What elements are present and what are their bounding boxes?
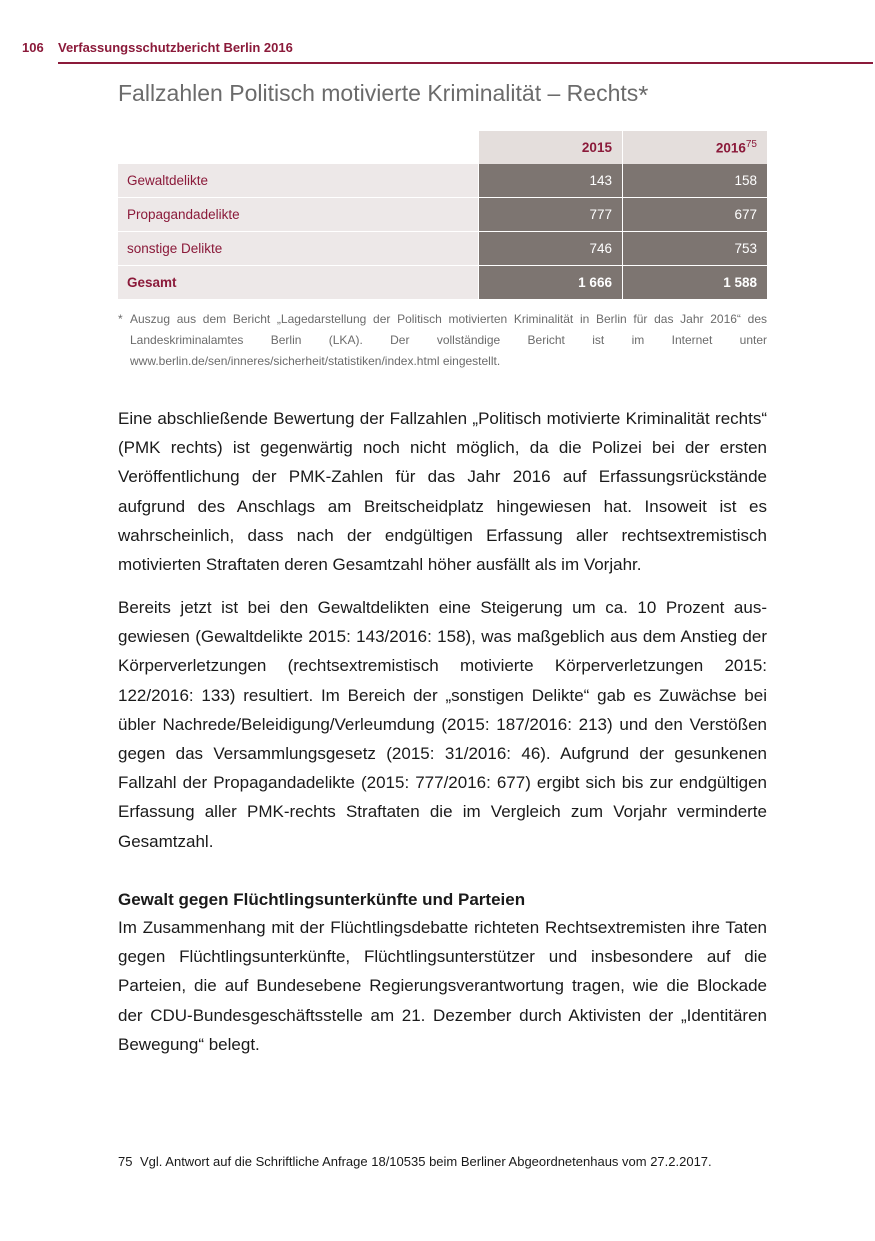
table-header-empty [118, 131, 478, 164]
table-header-row [118, 131, 767, 164]
cell-2016: 677 [622, 198, 767, 232]
column-header-2015-text: 2015 [581, 140, 612, 155]
total-2016: 1 588 [622, 266, 767, 300]
footnote-ref-75: 75 [745, 139, 757, 151]
footnote-text: Vgl. Antwort auf die Schriftliche Anfrage 18/10535 beim Berliner Abgeordnetenhaus vom 27.2.2017. [140, 1154, 712, 1169]
table-note-mark: * [118, 312, 123, 326]
row-label: sonstige Delikte [118, 232, 478, 266]
table-title-mark: * [638, 80, 649, 110]
running-title: Verfassungsschutzbericht Berlin 2016 [58, 40, 293, 55]
running-head [22, 40, 872, 55]
table-note [118, 309, 767, 372]
footnote [118, 1153, 818, 1171]
row-label: Propagandadelikte [118, 198, 478, 232]
row-label: Gewaltdelikte [118, 164, 478, 198]
body-paragraph-2: Bereits jetzt ist bei den Gewaltdelikten eine Steigerung um ca. 10 Prozent ausgewiesen (Gewaltdelikte 2015: 143/2016: 158), was maßgeblich aus dem Anstieg der Körperverletzungen (rechtsextremistisch motivierte Körperverletzungen 2015: 122/2016: 133) resultiert. Im Bereich der „sonstigen Delikte“ gab es Zuwächse bei übler Nachrede/Beleidigung/Verleumdung (2015: 187/2016: 213) und den Verstößen gegen das Versammlungsgesetz (2015: 31/2016: 46). Aufgrund der gesunkenen Fallzahl der Propagandadelikte (2015: 777/2016: 677) ergibt sich bis zur endgültigen Erfassung aller PMK-rechts Straftaten die im Vergleich zum Vorjahr verminderte Gesamtzahl. [118, 598, 767, 851]
column-header-2016 [622, 131, 767, 164]
table-row [118, 164, 767, 198]
table-title-text: Fallzahlen Politisch motivierte Kriminalität – Rechts [118, 80, 639, 106]
section-subheading: Gewalt gegen Flüchtlingsunterkünfte und Parteien [118, 890, 526, 909]
total-label: Gesamt [118, 266, 478, 300]
cell-2016: 158 [622, 164, 767, 198]
page-number: 106 [22, 40, 44, 55]
statistics-table [118, 131, 767, 300]
table-row [118, 198, 767, 232]
table-title [118, 80, 648, 111]
header-rule [58, 62, 873, 64]
total-2015: 1 666 [478, 266, 622, 300]
cell-2015: 746 [478, 232, 622, 266]
cell-2015: 143 [478, 164, 622, 198]
body-paragraph-1: Eine abschließende Bewertung der Fallzahlen „Politisch motivierte Kriminalität rechts“ (PMK rechts) ist gegenwärtig noch nicht möglich, da die Polizei bei der ersten Veröffentlichung der PMK-Zahlen für das Jahr 2016 auf Erfassungsrückstände aufgrund des Anschlags am Breitscheidplatz hingewiesen hat. Insoweit ist es wahrscheinlich, dass nach der endgültigen Erfassung aller rechtsextremistisch motivierten Straftaten deren Gesamtzahl höher ausfällt als im Vorjahr. [118, 409, 767, 575]
table-total-row [118, 266, 767, 300]
footnote-number: 75 [118, 1154, 133, 1169]
table-row [118, 232, 767, 266]
cell-2016: 753 [622, 232, 767, 266]
cell-2015: 777 [478, 198, 622, 232]
column-header-2015 [478, 131, 622, 164]
column-header-2016-text: 2016 [715, 140, 746, 156]
table-note-text: Auszug aus dem Bericht „Lagedarstellung der Politisch motivierten Kriminalität in Berlin für das Jahr 2016“ des Landeskriminalamtes Berlin (LKA). Der vollständige Bericht ist im Internet unter www.berlin.de/sen/inneres/sicherheit/statistiken/index.html eingestellt. [130, 312, 767, 368]
body-paragraph-3: Im Zusammenhang mit der Flüchtlingsdebatte richteten Rechtsextremisten ihre Taten gegen Flüchtlingsunterkünfte, Flüchtlingsunterstützer und insbesondere auf die Parteien, die auf Bundesebene Regierungsverantwortung tragen, wie die Blockade der CDU-Bundesgeschäftsstelle am 21. Dezember durch Aktivisten der „Identitären Bewegung“ belegt. [118, 918, 767, 1054]
